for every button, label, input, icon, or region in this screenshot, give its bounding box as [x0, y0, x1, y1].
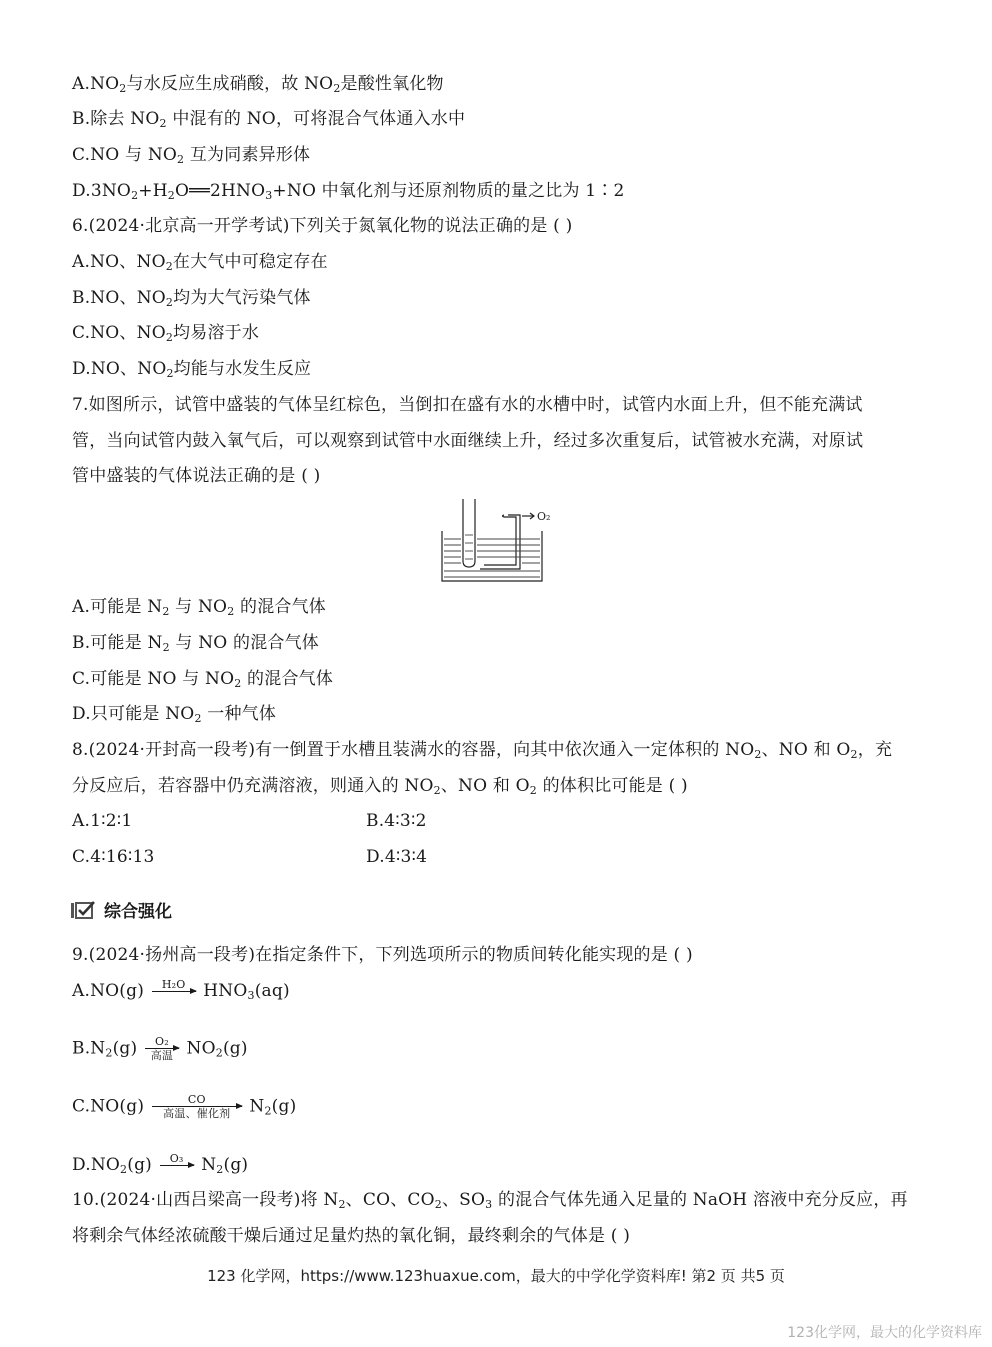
- test-tube-apparatus-figure: [438, 495, 563, 585]
- q10-stem-line1: 10.(2024·山西吕梁高一段考)将 $N_2$、CO、$CO_2$、$SO_3$ 的混合气体先通入足量的 NaOH 溶液中充分反应，再: [72, 1190, 908, 1211]
- q5-option-a: $A.NO_2$与水反应生成硝酸，故 $NO_2$是酸性氧化物: [72, 74, 444, 95]
- q8-option-d: D.4∶3∶4: [366, 847, 428, 867]
- q10-stem-line2: 将剩余气体经浓硫酸干燥后通过足量灼热的氧化铜，最终剩余的气体是 ( ): [72, 1226, 631, 1246]
- section-title: 综合强化: [104, 902, 172, 922]
- q5-option-b: B.除去 $NO_2$ 中混有的 NO，可将混合气体通入水中: [72, 109, 466, 130]
- q5-option-c: C.NO 与 $NO_2$ 互为同素异形体: [72, 145, 311, 166]
- q7-stem-line2: 管，当向试管内鼓入氧气后，可以观察到试管中水面继续上升，经过多次重复后，试管被水充满，对原试: [72, 431, 864, 451]
- q6-stem: 6.(2024·北京高一开学考试)下列关于氮氧化物的说法正确的是 ( ): [72, 216, 573, 236]
- page-footer: 123 化学网，https://www.123huaxue.com，最大的中学化学资料库! 第2 页 共5 页: [207, 1267, 785, 1285]
- q9-option-c: C.NO(g) CO 高温、催化剂 $N_2(g)$: [72, 1093, 297, 1120]
- q7-option-b: B.可能是 $N_2$ 与 NO 的混合气体: [72, 633, 320, 654]
- reaction-arrow: O₃: [160, 1153, 194, 1166]
- q7-stem-line3: 管中盛装的气体说法正确的是 ( ): [72, 466, 321, 486]
- q8-stem-line1: 8.(2024·开封高一段考)有一倒置于水槽且装满水的容器，向其中依次通入一定体积的 $NO_2$、NO 和 $O_2$，充: [72, 740, 893, 761]
- q9-stem: 9.(2024·扬州高一段考)在指定条件下，下列选项所示的物质间转化能实现的是 ( ): [72, 945, 693, 965]
- q7-option-c: C.可能是 NO 与 $NO_2$ 的混合气体: [72, 669, 334, 690]
- section-header: [70, 897, 172, 922]
- q9-option-b: $B.N_2(g)$ O₂ 高温 $NO_2(g)$: [72, 1035, 248, 1062]
- q8-option-a: A.1∶2∶1: [72, 811, 133, 831]
- reaction-arrow: CO 高温、催化剂: [152, 1094, 242, 1120]
- q9-option-d: $D.NO_2(g)$ O₃ $N_2(g)$: [72, 1152, 249, 1176]
- q8-option-c: C.4∶16∶13: [72, 847, 155, 867]
- q6-option-a: A.NO、$NO_2$在大气中可稳定存在: [72, 252, 328, 273]
- q7-option-d: D.只可能是 $NO_2$ 一种气体: [72, 704, 277, 725]
- q5-option-d: $D.3NO_2+H_2O══2HNO_3+NO$ 中氧化剂与还原剂物质的量之比为 1∶2: [72, 181, 625, 202]
- q9-option-a: A.NO(g) H₂O $HNO_3(aq)$: [72, 978, 290, 1002]
- reaction-arrow: O₂ 高温: [145, 1036, 179, 1062]
- watermark: 123化学网，最大的化学资料库: [787, 1325, 982, 1341]
- q7-stem-line1: 7.如图所示，试管中盛装的气体呈红棕色，当倒扣在盛有水的水槽中时，试管内水面上升，但不能充满试: [72, 395, 863, 415]
- q6-option-c: C.NO、$NO_2$均易溶于水: [72, 323, 260, 344]
- q7-option-a: A.可能是 $N_2$ 与 $NO_2$ 的混合气体: [72, 597, 326, 618]
- reaction-arrow: H₂O: [152, 979, 196, 992]
- o2-label: O₂: [537, 510, 551, 523]
- q8-option-b: B.4∶3∶2: [366, 811, 427, 831]
- q6-option-d: D.NO、$NO_2$均能与水发生反应: [72, 359, 312, 380]
- checkmark-icon: [70, 900, 96, 920]
- q8-stem-line2: 分反应后，若容器中仍充满溶液，则通入的 $NO_2$、NO 和 $O_2$ 的体积比可能是 ( ): [72, 776, 688, 797]
- q6-option-b: B.NO、$NO_2$均为大气污染气体: [72, 288, 311, 309]
